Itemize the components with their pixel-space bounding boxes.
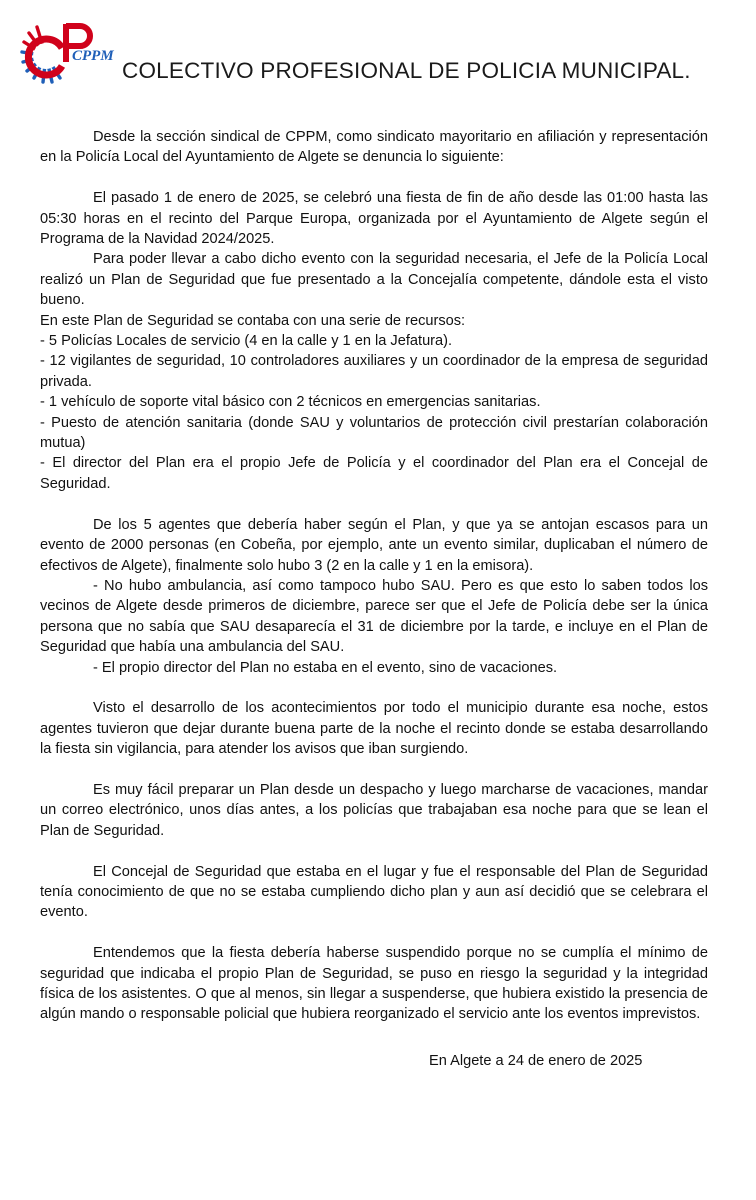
paragraph-ambulance: - No hubo ambulancia, así como tampoco hubo SAU. Pero es que esto lo saben todos los vecinos de Algete desde primeros de diciembre, parece ser que el Jefe de Policía debe ser la única persona que no sabía que SAU desaparecía el 31 de diciembre por la tarde, e incluye en el Plan de Seguridad que había una ambulancia del SAU. — [40, 577, 708, 656]
resources-intro: En este Plan de Seguridad se contaba con una serie de recursos: — [40, 312, 466, 329]
list-item: - 12 vigilantes de seguridad, 10 controladores auxiliares y un coordinador de la empresa de seguridad privada. — [40, 353, 708, 390]
paragraph-office: Es muy fácil preparar un Plan desde un despacho y luego marcharse de vacaciones, mandar un correo electrónico, unos días antes, a los policías que trabajaban esa noche para que se lean el Plan de Seguridad. — [40, 781, 708, 839]
org-name: COLECTIVO PROFESIONAL DE POLICIA MUNICIPAL. — [122, 58, 691, 83]
paragraph-director: - El propio director del Plan no estaba en el evento, sino de vacaciones. — [93, 659, 558, 676]
letterhead — [0, 0, 756, 105]
list-item: - Puesto de atención sanitaria (donde SAU y voluntarios de protección civil prestarían colaboración mutua) — [40, 414, 708, 452]
list-item: - El director del Plan era el propio Jefe de Policía y el coordinador del Plan era el Concejal de Seguridad. — [40, 455, 708, 492]
paragraph-councillor: El Concejal de Seguridad que estaba en el lugar y fue el responsable del Plan de Seguridad tenía conocimiento de que no se estaba cumpliendo dicho plan y aun así decidió que se celebrara el evento. — [40, 863, 708, 921]
cppm-logo — [18, 18, 118, 90]
letter-body — [40, 127, 708, 1025]
paragraph-agents: De los 5 agentes que debería haber según el Plan, y que ya se antojan escasos para un evento de 2000 personas (en Cobeña, por ejemplo, ante un evento similar, duplicaban el número de efectivos de Algete), finalmente solo hubo 3 (2 en la calle y 1 en la emisora). — [40, 516, 708, 574]
paragraph-event: El pasado 1 de enero de 2025, se celebró una fiesta de fin de año desde las 01:00 hasta las 05:30 horas en el recinto del Parque Europa, organizada por el Ayuntamiento de Algete según el Programa de la Navidad 2024/2025. — [40, 190, 708, 248]
letter-date: En Algete a 24 de enero de 2025 — [429, 1053, 643, 1069]
paragraph-night: Visto el desarrollo de los acontecimientos por todo el municipio durante esa noche, estos agentes tuvieron que dejar durante buena parte de la noche el recinto donde se estaba desarrollando la fiesta sin vigilancia, para atender los avisos que iban surgiendo. — [40, 700, 708, 758]
list-item: - 5 Policías Locales de servicio (4 en la calle y 1 en la Jefatura). — [40, 333, 453, 350]
list-item: - 1 vehículo de soporte vital básico con 2 técnicos en emergencias sanitarias. — [40, 394, 541, 411]
paragraph-conclusion: Entendemos que la fiesta debería haberse suspendido porque no se cumplía el mínimo de seguridad que indicaba el propio Plan de Seguridad, se puso en riesgo la seguridad y la integridad física de los asistentes. O que al menos, sin llegar a suspenderse, que hubiera existido la presencia de algún mando o responsable policial que hubiera reorganizado el servicio ante los eventos imprevistos. — [40, 945, 708, 1023]
paragraph-plan: Para poder llevar a cabo dicho evento con la seguridad necesaria, el Jefe de la Policía Local realizó un Plan de Seguridad que fue presentado a la Concejalía competente, dándole esta el visto bueno. — [40, 251, 708, 309]
logo-text: CPPM — [72, 48, 114, 64]
paragraph-intro: Desde la sección sindical de CPPM, como sindicato mayoritario en afiliación y representación en la Policía Local del Ayuntamiento de Algete se denuncia lo siguiente: — [40, 129, 708, 166]
